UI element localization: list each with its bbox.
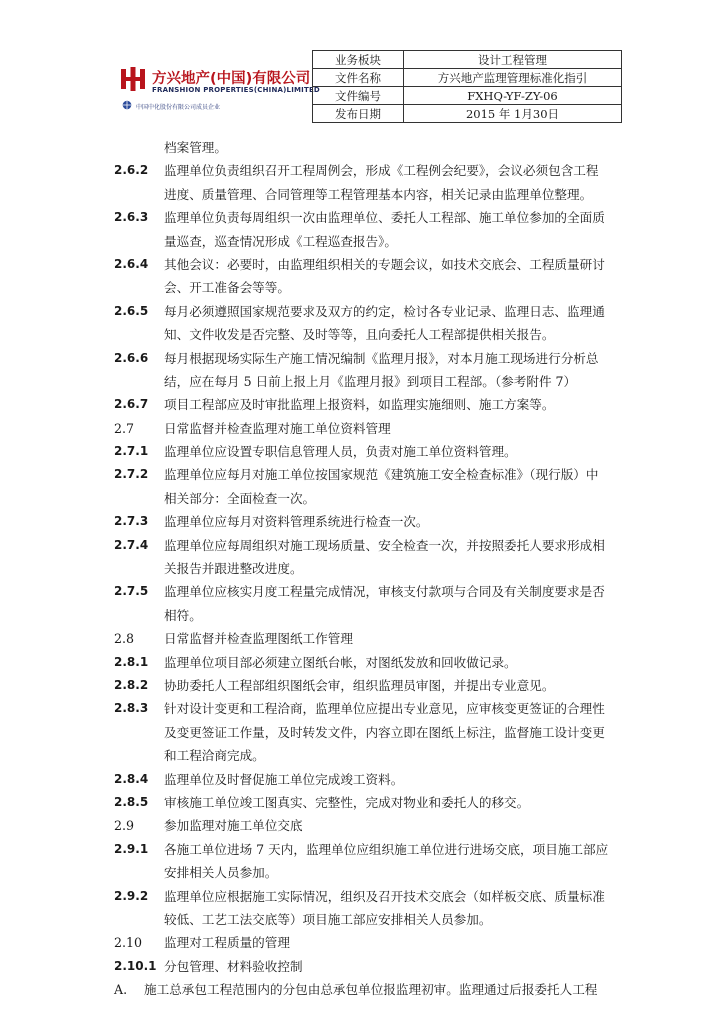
- line-text: 监理单位应每周组织对施工现场质量、安全检查一次，并按照委托人要求形成相: [164, 537, 605, 553]
- section-number: 2.7.4: [114, 537, 149, 552]
- line-text: 监理单位项目部必须建立图纸台帐，对图纸发放和回收做记录。: [164, 654, 517, 670]
- meta-value: 方兴地产监理管理标准化指引: [404, 69, 622, 87]
- line-text: 监理单位应根据施工实际情况，组织及召开技术交底会（如样板交底、质量标准: [164, 888, 605, 904]
- sinochem-globe-icon: [122, 100, 132, 110]
- text-line: [114, 136, 622, 159]
- meta-key: 发布日期: [313, 105, 404, 123]
- line-text: 审核施工单位竣工图真实、完整性，完成对物业和委托人的移交。: [164, 794, 530, 810]
- line-text: 各施工单位进场 7 天内，监理单位应组织施工单位进行进场交底，项目施工部应: [164, 841, 609, 857]
- line-text: 和工程洽商完成。: [164, 748, 265, 764]
- text-line: [114, 183, 622, 206]
- line-text: 分包管理、材料验收控制: [164, 958, 303, 974]
- section-number: 2.6.7: [114, 397, 149, 412]
- line-text: 相关部分：全面检查一次。: [164, 490, 316, 506]
- line-text: 量巡查，巡查情况形成《工程巡查报告》。: [164, 233, 397, 249]
- text-line: [114, 651, 622, 674]
- logo-english-name: FRANSHION PROPERTIES(CHINA)LIMITED: [152, 86, 320, 94]
- text-line: [114, 487, 622, 510]
- text-line: [114, 768, 622, 791]
- text-line: [114, 370, 622, 393]
- line-text: 会、开工准备会等等。: [164, 280, 290, 296]
- text-line: [114, 393, 622, 416]
- text-line: [114, 885, 622, 908]
- meta-key: 业务板块: [313, 51, 404, 69]
- section-number: 2.8.3: [114, 701, 149, 716]
- text-line: [114, 627, 622, 650]
- text-line: [114, 604, 622, 627]
- section-number: 2.8.1: [114, 654, 149, 669]
- meta-key: 文件名称: [313, 69, 404, 87]
- meta-row: [313, 87, 622, 105]
- line-text: 结，应在每月 5 日前上报上月《监理月报》到项目工程部。（参考附件 7）: [164, 373, 577, 389]
- line-text: 监理单位负责每周组织一次由监理单位、委托人工程部、施工单位参加的全面质: [164, 210, 605, 226]
- line-text: 及变更签证工作量，及时转发文件，内容立即在图纸上标注，监督施工设计变更: [164, 724, 605, 740]
- line-text: 监理单位应核实月度工程量完成情况，审核支付款项与合同及有关制度要求是否: [164, 584, 605, 600]
- text-line: [114, 253, 622, 276]
- line-text: 监理单位及时督促施工单位完成竣工资料。: [164, 771, 404, 787]
- line-text: 针对设计变更和工程洽商，监理单位应提出专业意见，应审核变更签证的合理性: [164, 701, 605, 717]
- line-text: 档案管理。: [164, 140, 227, 155]
- meta-key: 文件编号: [313, 87, 404, 105]
- text-line: [114, 931, 622, 954]
- logo-chinese-name: 方兴地产(中国)有限公司: [152, 71, 311, 87]
- text-line: [114, 814, 622, 837]
- section-number: 2.7: [114, 420, 135, 436]
- line-text: 日常监督并检查监理图纸工作管理: [164, 631, 353, 647]
- text-line: [114, 978, 622, 1001]
- text-line: [114, 557, 622, 580]
- line-text: 进度、质量管理、合同管理等工程管理基本内容，相关记录由监理单位整理。: [164, 186, 593, 202]
- meta-row: [313, 105, 622, 123]
- line-text: 监理单位应每月对资料管理系统进行检查一次。: [164, 514, 429, 530]
- text-line: [114, 510, 622, 533]
- company-logo: [114, 50, 320, 122]
- text-line: [114, 744, 622, 767]
- section-number: 2.7.1: [114, 444, 149, 459]
- section-number: 2.8: [114, 631, 135, 647]
- section-number: 2.6.6: [114, 350, 149, 365]
- line-text: 每月根据现场实际生产施工情况编制《监理月报》，对本月施工现场进行分析总: [164, 350, 599, 366]
- line-text: 相符。: [164, 607, 202, 623]
- meta-value: FXHQ-YF-ZY-06: [404, 87, 622, 105]
- text-line: [114, 347, 622, 370]
- text-line: [114, 300, 622, 323]
- text-line: [114, 674, 622, 697]
- text-line: [114, 323, 622, 346]
- section-number: 2.7.3: [114, 514, 149, 529]
- line-text: 知、文件收发是否完整、及时等等，且向委托人工程部提供相关报告。: [164, 327, 555, 343]
- text-line: [114, 838, 622, 861]
- text-line: [114, 955, 622, 978]
- line-text: 监理单位负责组织召开工程周例会，形成《工程例会纪要》，会议必须包含工程: [164, 163, 599, 179]
- line-text: 监理单位应设置专职信息管理人员，负责对施工单位资料管理。: [164, 444, 517, 460]
- section-number: 2.9.1: [114, 841, 149, 856]
- section-number: A.: [114, 982, 128, 998]
- section-number: 2.6.5: [114, 303, 149, 318]
- document-header: [114, 50, 622, 122]
- section-number: 2.9.2: [114, 888, 149, 903]
- line-text: 其他会议：必要时，由监理组织相关的专题会议，如技术交底会、工程质量研讨: [164, 256, 605, 272]
- text-line: [114, 721, 622, 744]
- section-number: 2.8.4: [114, 771, 149, 786]
- section-number: 2.7.2: [114, 467, 149, 482]
- line-text: 参加监理对施工单位交底: [164, 818, 303, 834]
- text-line: [114, 417, 622, 440]
- text-line: [114, 791, 622, 814]
- text-line: [114, 908, 622, 931]
- section-number: 2.6.2: [114, 163, 149, 178]
- text-line: [114, 463, 622, 486]
- text-line: [114, 697, 622, 720]
- text-line: [114, 440, 622, 463]
- meta-value: 2015 年 1月30日: [404, 105, 622, 123]
- section-number: 2.6.4: [114, 256, 149, 271]
- meta-row: [313, 69, 622, 87]
- section-number: 2.9: [114, 818, 135, 834]
- text-line: [114, 534, 622, 557]
- line-text: 项目工程部应及时审批监理上报资料，如监理实施细则、施工方案等。: [164, 397, 555, 413]
- text-line: [114, 580, 622, 603]
- line-text: 施工总承包工程范围内的分包由总承包单位报监理初审。监理通过后报委托人工程: [144, 982, 598, 998]
- section-number: 2.8.5: [114, 794, 149, 809]
- section-number: 2.7.5: [114, 584, 149, 599]
- line-text: 监理对工程质量的管理: [164, 935, 290, 951]
- meta-row: [313, 51, 622, 69]
- line-text: 监理单位应每月对施工单位按国家规范《建筑施工安全检查标准》（现行版）中: [164, 467, 599, 483]
- line-text: 较低、工艺工法交底等）项目施工部应安排相关人员参加。: [164, 911, 492, 927]
- section-number: 2.10: [114, 935, 143, 951]
- document-meta-table: [312, 50, 622, 123]
- line-text: 安排相关人员参加。: [164, 865, 278, 881]
- logo-subtitle: 中国中化股份有限公司成员企业: [136, 104, 221, 111]
- section-number: 2.8.2: [114, 677, 149, 692]
- text-line: [114, 230, 622, 253]
- document-body: [114, 136, 622, 1001]
- text-line: [114, 276, 622, 299]
- line-text: 关报告并跟进整改进度。: [164, 561, 303, 577]
- franshion-logo-icon: [120, 66, 146, 92]
- text-line: [114, 159, 622, 182]
- text-line: [114, 861, 622, 884]
- text-line: [114, 206, 622, 229]
- meta-value: 设计工程管理: [404, 51, 622, 69]
- line-text: 协助委托人工程部组织图纸会审，组织监理员审图，并提出专业意见。: [164, 677, 555, 693]
- section-number: 2.6.3: [114, 210, 149, 225]
- line-text: 日常监督并检查监理对施工单位资料管理: [164, 420, 391, 436]
- line-text: 每月必须遵照国家规范要求及双方的约定，检讨各专业记录、监理日志、监理通: [164, 303, 605, 319]
- section-number: 2.10.1: [114, 958, 157, 973]
